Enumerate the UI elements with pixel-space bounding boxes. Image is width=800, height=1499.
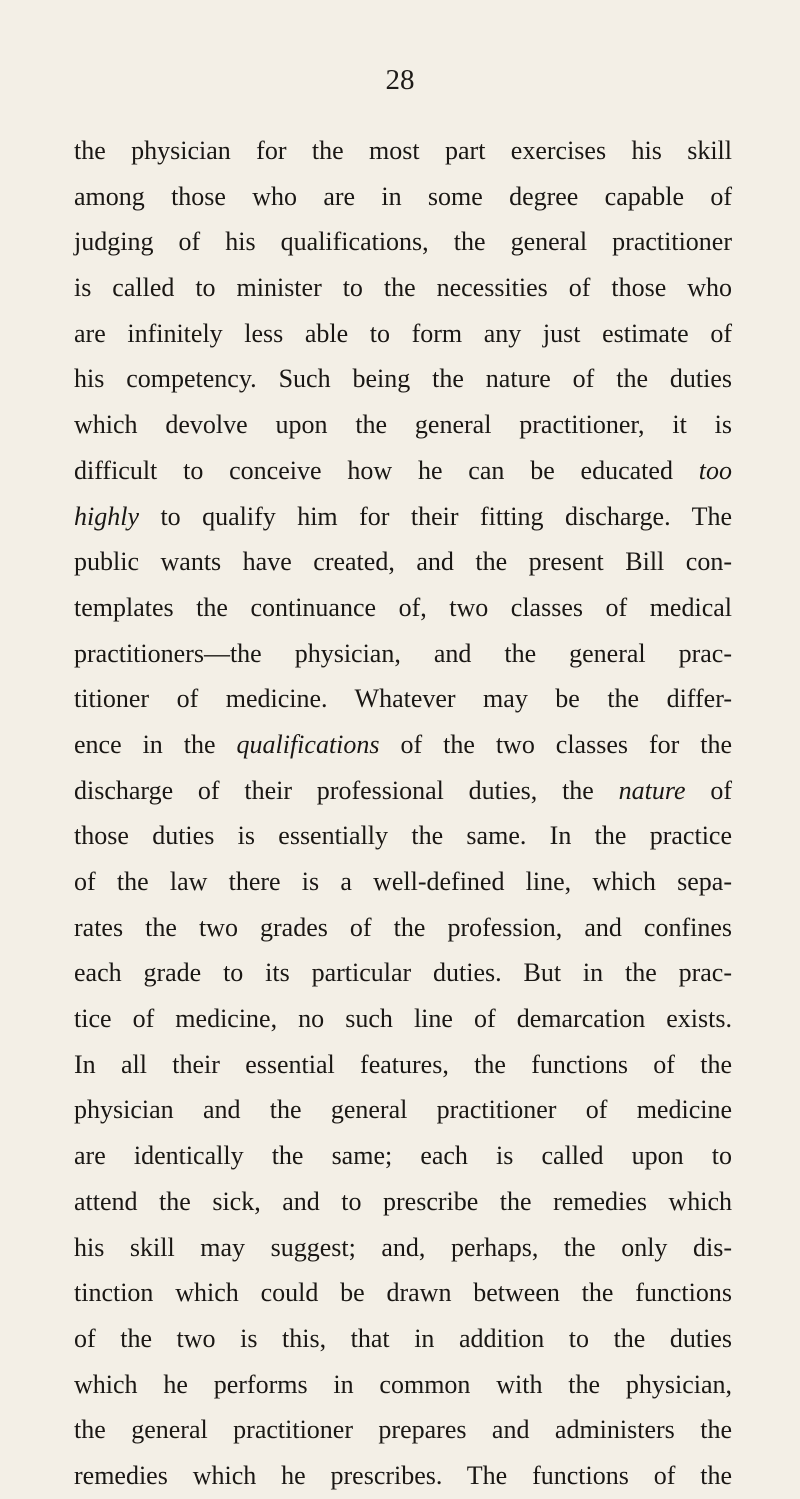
text-segment: to qualify him for their fitting discharge. The	[139, 501, 732, 531]
italic-text: highly	[74, 501, 139, 531]
text-line	[74, 722, 732, 768]
text-segment: ence in the	[74, 729, 237, 759]
body-text	[74, 128, 732, 1499]
text-line	[74, 448, 732, 494]
text-line	[74, 1087, 732, 1133]
text-segment: each grade to its particular duties. But in the prac-	[74, 958, 732, 988]
text-line	[74, 905, 732, 951]
text-segment: rates the two grades of the profession, and confines	[74, 912, 732, 942]
text-line	[74, 1407, 732, 1453]
text-line	[74, 950, 732, 996]
italic-text: too	[698, 455, 732, 485]
text-segment: templates the continuance of, two classes of medical	[74, 592, 732, 622]
text-segment: his skill may suggest; and, perhaps, the only dis-	[74, 1232, 732, 1262]
text-line	[74, 1042, 732, 1088]
text-line	[74, 996, 732, 1042]
text-line	[74, 585, 732, 631]
text-segment: are infinitely less able to form any just estimate of	[74, 318, 732, 348]
text-line	[74, 219, 732, 265]
text-segment: discharge of their professional duties, the	[74, 775, 619, 805]
text-line	[74, 356, 732, 402]
text-segment: the physician for the most part exercises his skill	[74, 136, 732, 165]
text-line	[74, 859, 732, 905]
text-line	[74, 813, 732, 859]
text-line	[74, 1225, 732, 1271]
text-segment: attend the sick, and to prescribe the remedies which	[74, 1186, 732, 1216]
text-line	[74, 128, 732, 174]
text-segment: those duties is essentially the same. In the practice	[74, 821, 732, 851]
text-line	[74, 265, 732, 311]
text-segment: of	[685, 775, 732, 805]
text-segment: physician and the general practitioner of medicine	[74, 1095, 732, 1125]
italic-text: nature	[618, 775, 686, 805]
text-segment: which devolve upon the general practitioner, it is	[74, 410, 732, 440]
page-number: 28	[385, 64, 415, 96]
text-segment: the general practitioner prepares and administers the	[74, 1415, 732, 1445]
text-segment: tice of medicine, no such line of demarcation exists.	[74, 1004, 732, 1034]
text-segment: public wants have created, and the present Bill con-	[74, 547, 732, 577]
text-line	[74, 1362, 732, 1408]
text-line	[74, 402, 732, 448]
text-segment: tinction which could be drawn between the functions	[74, 1278, 732, 1308]
text-line	[74, 539, 732, 585]
text-line	[74, 1133, 732, 1179]
text-segment: is called to minister to the necessities of those who	[74, 273, 732, 303]
text-segment: In all their essential features, the functions of the	[74, 1049, 732, 1079]
text-segment: of the two classes for the	[379, 729, 733, 759]
text-segment: of the law there is a well-defined line, which sepa-	[74, 867, 732, 896]
italic-text: qualifications	[236, 729, 380, 759]
text-segment: remedies which he prescribes. The functions of the	[74, 1460, 732, 1490]
text-segment: judging of his qualifications, the general practitioner	[74, 227, 732, 257]
text-line	[74, 1453, 732, 1499]
text-line	[74, 311, 732, 357]
text-segment: among those who are in some degree capable of	[74, 181, 732, 211]
text-segment: difficult to conceive how he can be educated	[74, 455, 699, 485]
text-segment: his competency. Such being the nature of the duties	[74, 364, 732, 394]
text-segment: of the two is this, that in addition to the duties	[74, 1323, 732, 1353]
text-line	[74, 631, 732, 677]
text-line	[74, 494, 732, 540]
text-segment: practitioners—the physician, and the general prac-	[74, 638, 732, 668]
text-line	[74, 768, 732, 814]
text-segment: titioner of medicine. Whatever may be the differ-	[74, 684, 732, 714]
text-line	[74, 676, 732, 722]
text-segment: are identically the same; each is called upon to	[74, 1141, 732, 1171]
text-line	[74, 174, 732, 220]
text-segment: which he performs in common with the physician,	[74, 1369, 732, 1399]
text-line	[74, 1179, 732, 1225]
text-line	[74, 1270, 732, 1316]
text-line	[74, 1316, 732, 1362]
